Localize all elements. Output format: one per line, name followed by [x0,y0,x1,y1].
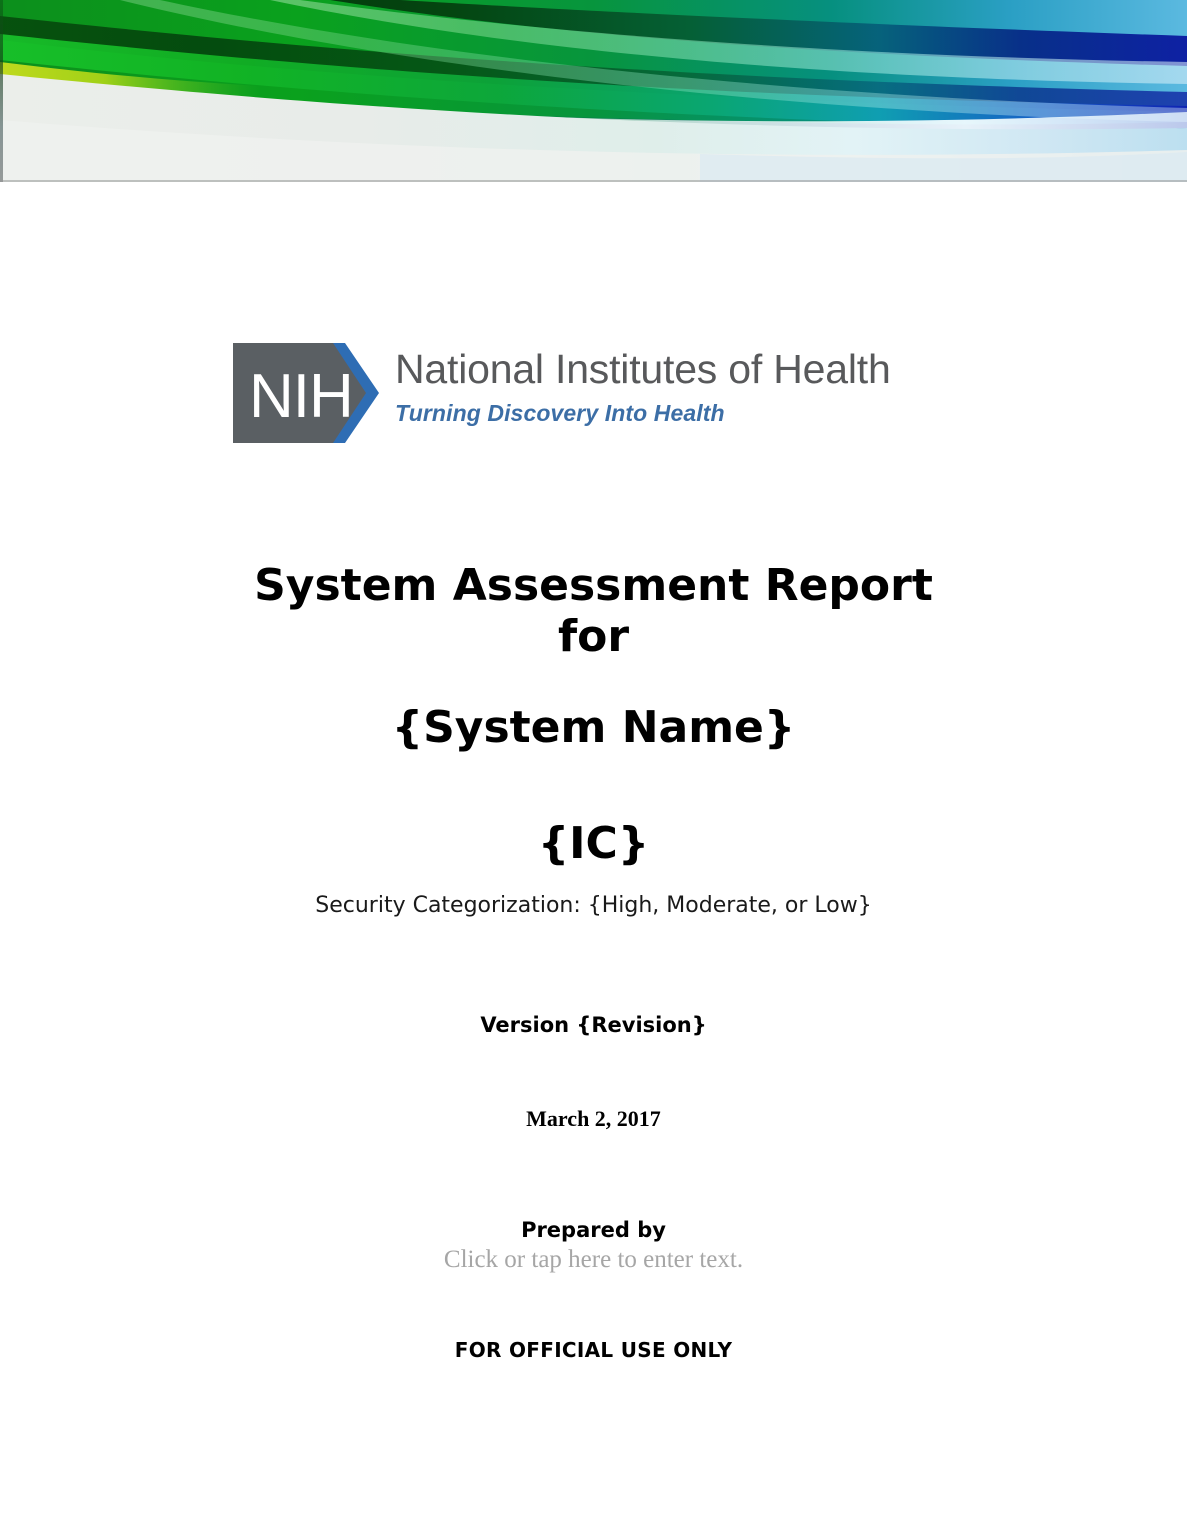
nih-logo-mark-icon [233,341,379,445]
banner-left-edge-rule [0,0,3,182]
ic-placeholder: {IC} [537,817,650,869]
prepared-by-label: Prepared by [521,1218,666,1242]
nih-logo [233,341,891,451]
svg-text:NIH: NIH [249,362,353,431]
document-title-line1: System Assessment Report [254,560,933,611]
system-name-placeholder: {System Name} [391,701,796,753]
distribution-marking: FOR OFFICIAL USE ONLY [454,1338,733,1362]
document-title [0,560,1187,663]
prepared-by-input-placeholder[interactable]: Click or tap here to enter text. [443,1246,744,1273]
document-date: March 2, 2017 [526,1106,661,1131]
security-categorization: Security Categorization: {High, Moderate, or Low} [315,892,872,918]
nih-logo-text [395,346,891,427]
decorative-header-banner [0,0,1187,182]
nih-logo-title: National Institutes of Health [395,346,891,392]
title-block [0,560,1187,920]
nih-logo-tagline: Turning Discovery Into Health [395,400,725,427]
banner-wave-graphic [0,0,1187,182]
version-label: Version {Revision} [480,1013,707,1037]
document-title-line2: for [557,611,630,663]
document-page [0,182,1187,1536]
